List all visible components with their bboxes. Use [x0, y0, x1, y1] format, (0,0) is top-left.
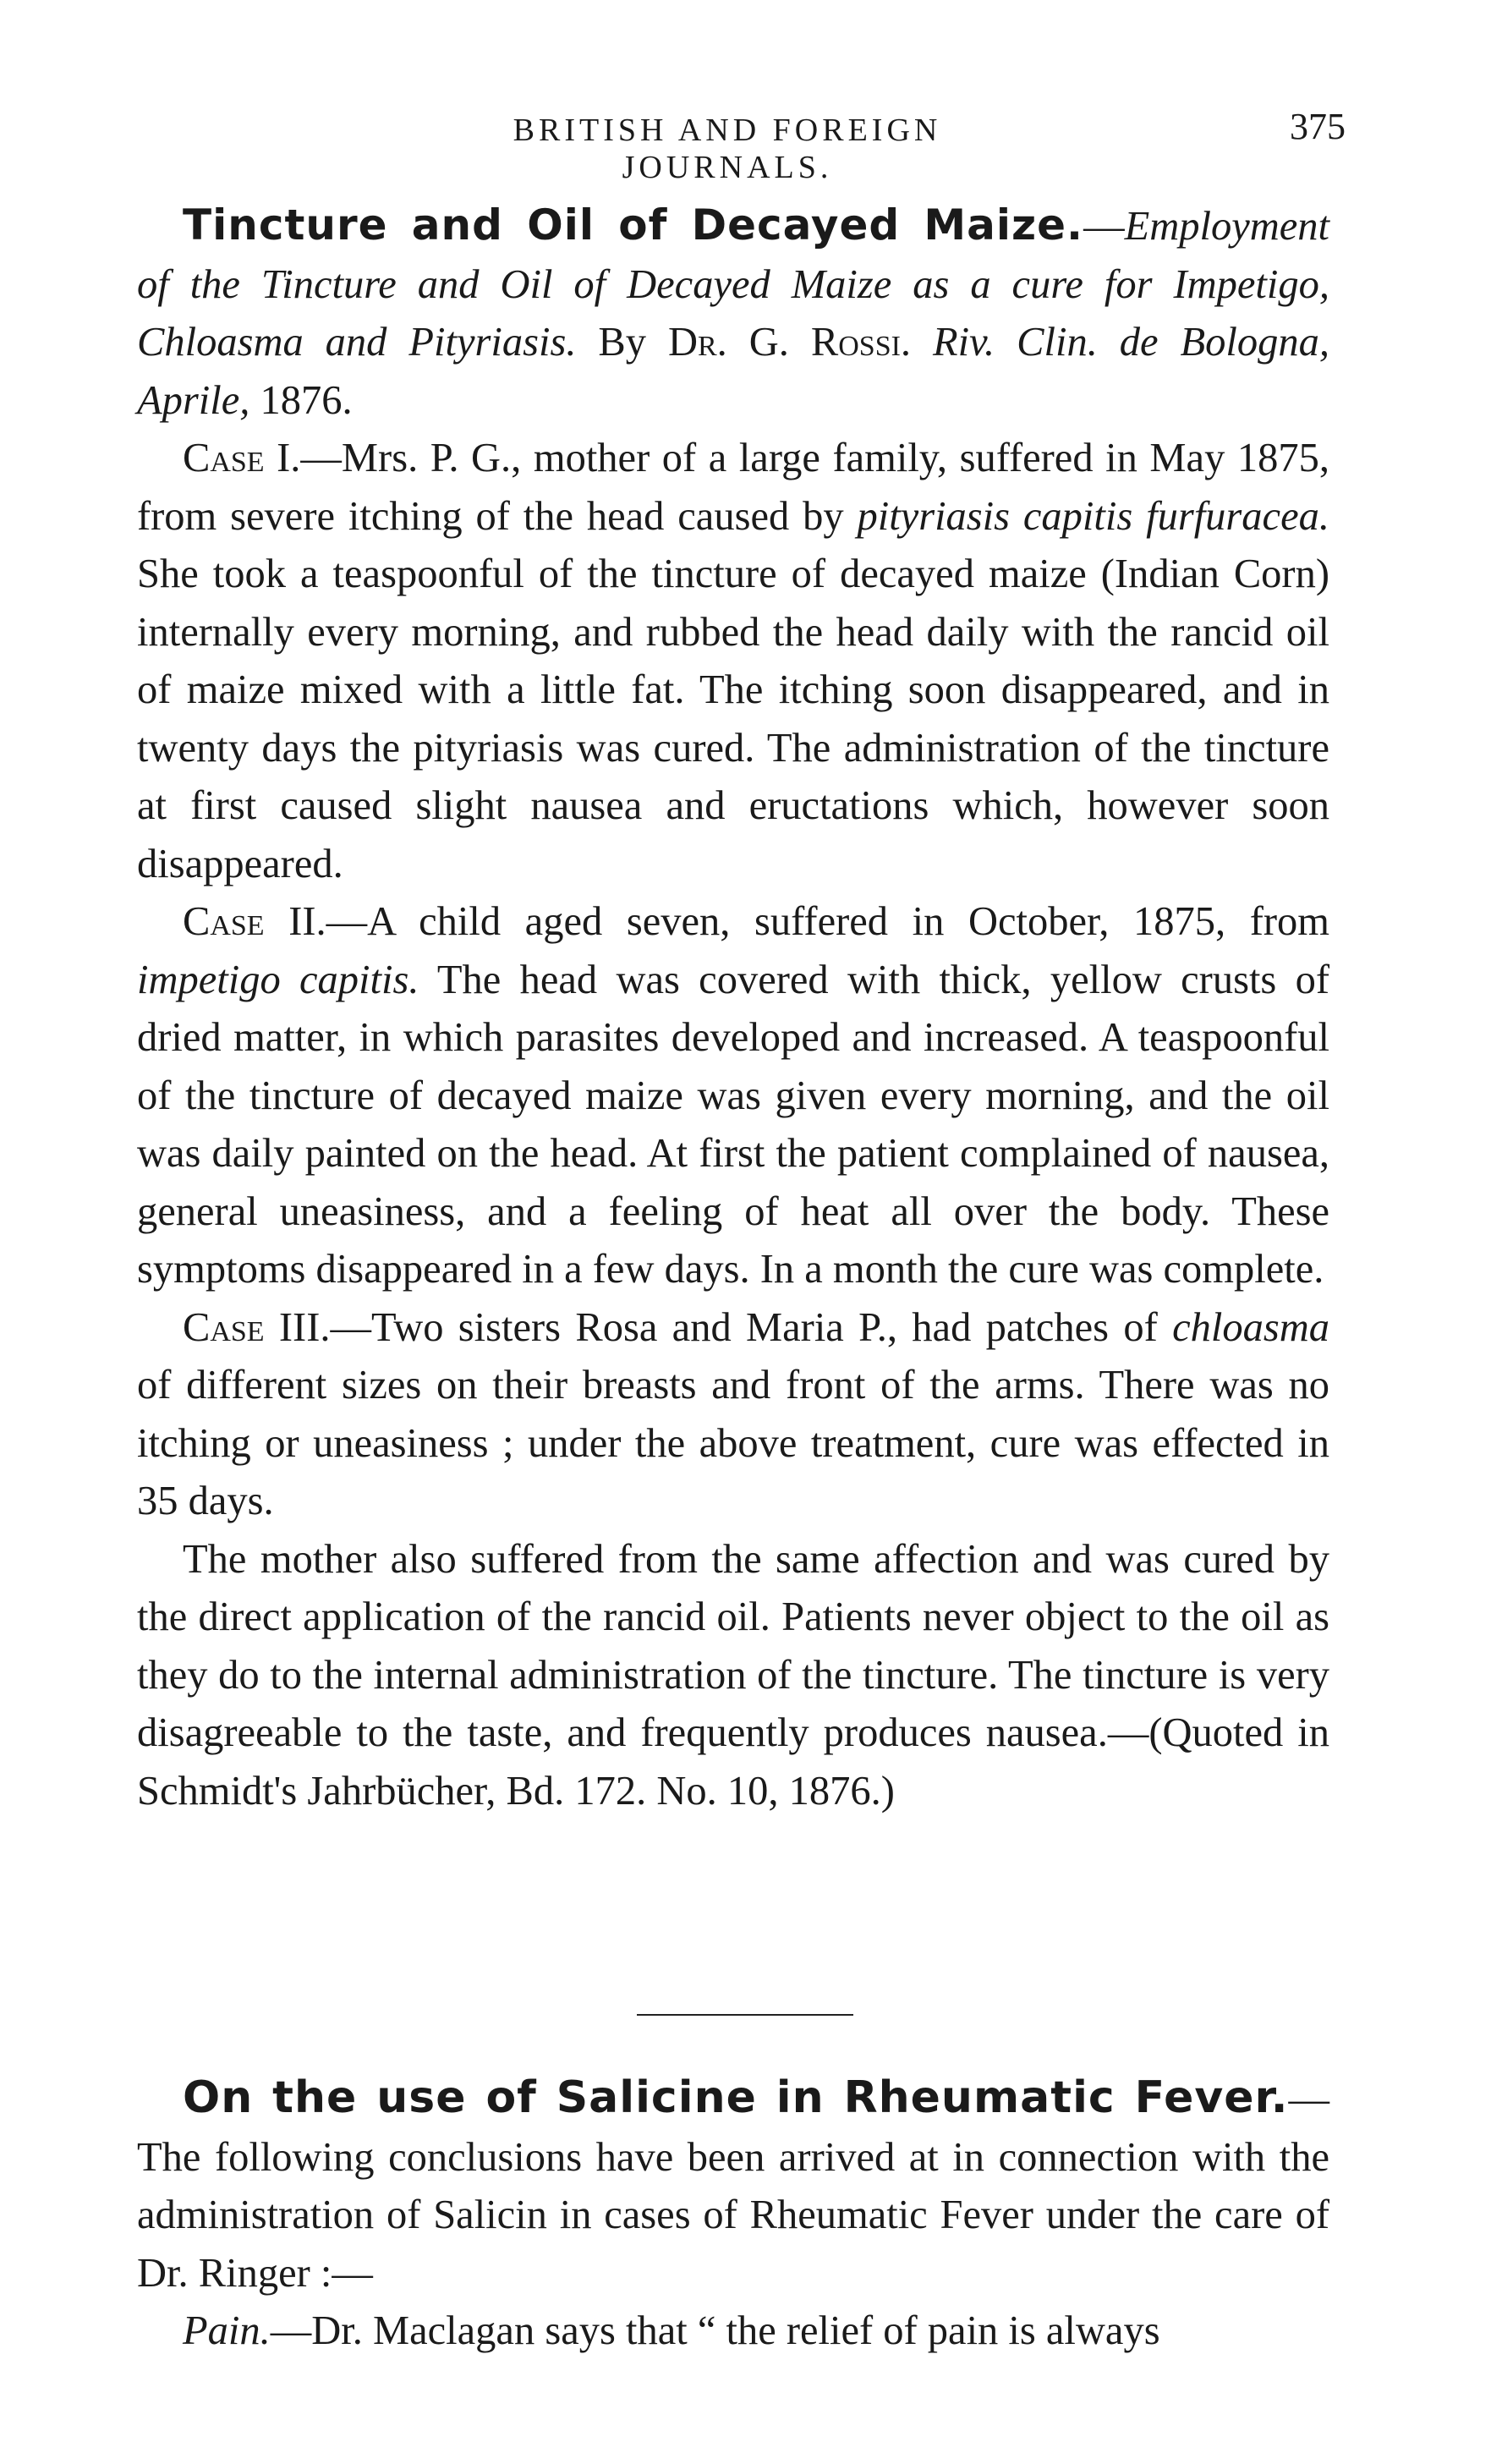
case-3-text-b: of different sizes on their breasts and front of the arms. There was no itching or uneasiness ; under the above treatment, cure was effected in 35 days.: [137, 1363, 1329, 1523]
case-3-text-a: —Two sisters Rosa and Maria P., had patches of: [330, 1304, 1173, 1350]
case-3-label: Case III.: [183, 1304, 331, 1350]
article-decayed-maize: [137, 196, 1329, 1820]
case-1-text-b: She took a teaspoonful of the tincture of decayed maize (Indian Corn) internally every morning, and rubbed the head daily with the rancid oil of maize mixed with a little fat. The itching soon disappeared, and in twenty days the pityriasis was cured. The administration of the tincture at first caused slight nausea and eructations which, however soon disappeared.: [137, 552, 1329, 886]
pain-label: Pain.: [183, 2308, 271, 2353]
article-1-lead: [137, 196, 1329, 430]
article-salicine: [137, 2069, 1329, 2361]
case-3-term: chloasma: [1172, 1304, 1329, 1350]
article-1-title: Tincture and Oil of Decayed Maize.: [183, 200, 1084, 250]
byline-author: Dr. G. Rossi.: [667, 320, 912, 365]
article-2-title-dash: —: [1288, 2077, 1329, 2121]
article-2-intro: The following conclusions have been arrived at in connection with the administration of Salicin in cases of Rheumatic Fever under the care of Dr. Ringer :—: [137, 2134, 1329, 2296]
case-3-paragraph: [137, 1299, 1329, 1531]
pain-text: —Dr. Maclagan says that “ the relief of pain is always: [270, 2308, 1160, 2353]
case-2-label: Case II.: [183, 899, 326, 944]
case-2-text-b: The head was covered with thick, yellow crusts of dried matter, in which parasites developed and increased. A teaspoonful of the tincture of decayed maize was given every morning, and the oil was daily painted on the head. At first the patient complained of nausea, general uneasiness, and a feeling of heat all over the body. These symptoms disappeared in a few days. In a month the cure was complete.: [137, 957, 1329, 1292]
case-1-term: pityriasis capitis furfuracea.: [857, 493, 1329, 539]
article-1-title-dash: —: [1083, 204, 1125, 249]
case-2-paragraph: [137, 893, 1329, 1299]
running-title: BRITISH AND FOREIGN JOURNALS.: [513, 112, 942, 185]
section-divider: [637, 2014, 853, 2016]
article-1-subtitle: Employment of the Tincture and Oil of Decayed Maize as a cure for Impetigo, Chloasma and Pityriasis.: [137, 204, 1329, 365]
byline-by: By: [576, 320, 668, 365]
case-1-label: Case I.: [183, 436, 301, 480]
case-2-text-a: —A child aged seven, suffered in October, 1875, from: [326, 899, 1329, 944]
case-2-term: impetigo capitis.: [137, 957, 419, 1002]
source-citation: Riv. Clin. de Bologna, Aprile,: [137, 320, 1329, 423]
article-2-title: On the use of Salicine in Rheumatic Fever.: [183, 2072, 1289, 2123]
page-number: 375: [1290, 106, 1346, 147]
case-1-text-a: —Mrs. P. G., mother of a large family, suffered in May 1875, from severe itching of the head caused by: [137, 436, 1329, 539]
source-year: 1876.: [249, 377, 353, 423]
case-1-paragraph: [137, 430, 1329, 893]
closing-paragraph: The mother also suffered from the same affection and was cured by the direct application of the rancid oil. Patients never object to the oil as they do to the internal administration of the tincture. The tincture is very disagreeable to the taste, and frequently produces nausea.—(Quoted in Schmidt's Jahrbücher, Bd. 172. No. 10, 1876.): [137, 1536, 1329, 1814]
article-2-lead: [137, 2069, 1329, 2302]
pain-paragraph: [137, 2302, 1329, 2361]
